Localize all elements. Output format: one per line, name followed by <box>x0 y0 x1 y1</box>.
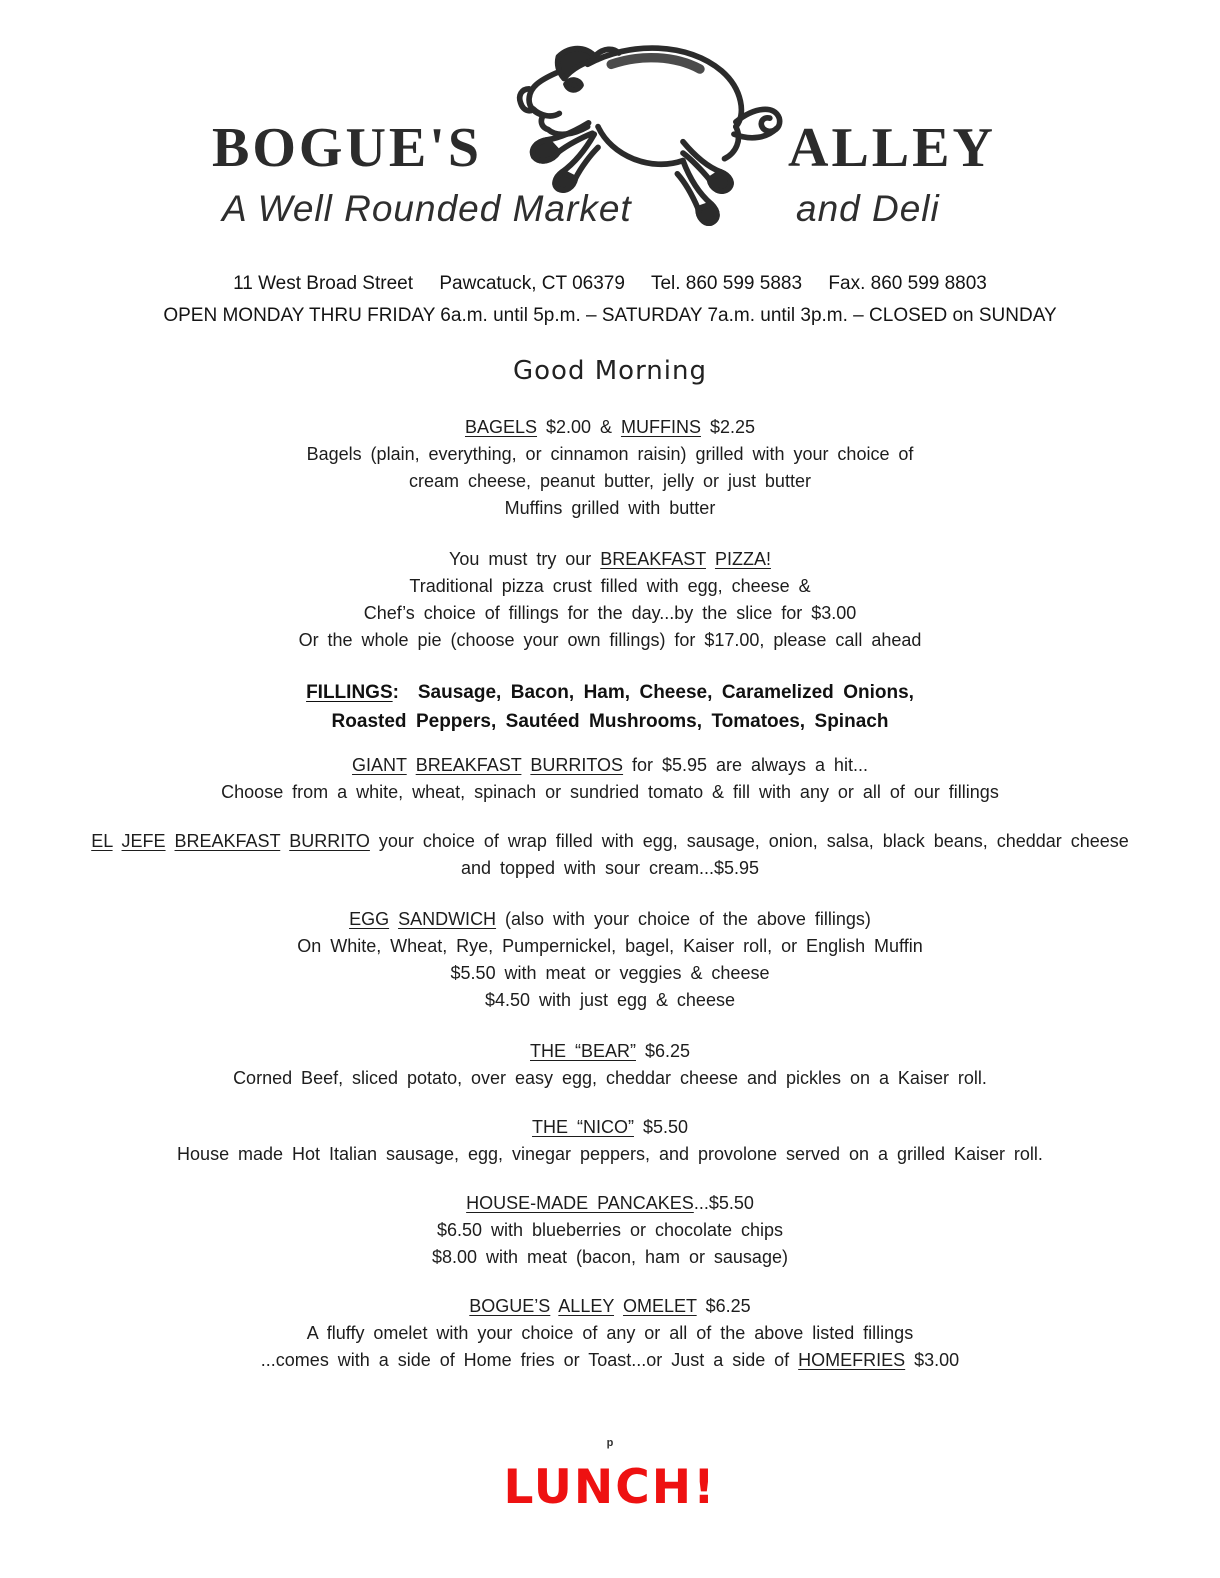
menu-section-the-nico <box>0 1114 1220 1168</box>
omelet-heading: BOGUE’S ALLEY OMELET $6.25 <box>469 1296 751 1316</box>
bagels-desc-1: Bagels (plain, everything, or cinnamon raisin) grilled with your choice of <box>306 444 914 464</box>
brand-name-right: ALLEY <box>788 117 996 179</box>
egg-sandwich-heading: EGG SANDWICH (also with your choice of the above fillings) <box>349 909 871 929</box>
tagline-deli: and Deli <box>796 188 940 229</box>
omelet-desc-2: ...comes with a side of Home fries or Toast...or Just a side of HOMEFRIES $3.00 <box>260 1350 960 1370</box>
menu-section-the-bear <box>0 1038 1220 1092</box>
pizza-heading: You must try our BREAKFAST PIZZA! <box>449 549 771 569</box>
bagels-desc-2: cream cheese, peanut butter, jelly or just butter <box>409 471 811 491</box>
el-jefe-heading: EL JEFE BREAKFAST BURRITO your choice of wrap filled with egg, sausage, onion, salsa, black beans, cheddar cheese <box>91 831 1129 851</box>
pizza-desc-2: Chef’s choice of fillings for the day...by the slice for $3.00 <box>363 603 857 623</box>
tagline-market: A Well Rounded Market <box>222 188 632 229</box>
bagels-desc-3: Muffins grilled with butter <box>504 498 716 518</box>
menu-section-fillings <box>0 678 1220 736</box>
egg-sandwich-desc-3: $4.50 with just egg & cheese <box>485 990 735 1010</box>
menu-section-bagels <box>0 414 1220 522</box>
egg-sandwich-desc-2: $5.50 with meat or veggies & cheese <box>450 963 770 983</box>
address-line: 11 West Broad Street Pawcatuck, CT 06379 Tel. 860 599 5883 Fax. 860 599 8803 <box>233 273 987 294</box>
bagels-heading: BAGELS $2.00 & MUFFINS $2.25 <box>464 417 755 437</box>
menu-section-el-jefe <box>0 828 1220 882</box>
hours-line: OPEN MONDAY THRU FRIDAY 6a.m. until 5p.m. – SATURDAY 7a.m. until 3p.m. – CLOSED on SUNDAY <box>163 305 1057 326</box>
good-morning-title: Good Morning <box>513 356 707 386</box>
nico-desc: House made Hot Italian sausage, egg, vinegar peppers, and provolone served on a grilled Kaiser roll. <box>177 1144 1043 1164</box>
menu-section-pancakes <box>0 1190 1220 1271</box>
pizza-desc-1: Traditional pizza crust filled with egg, cheese & <box>409 576 811 596</box>
bear-desc: Corned Beef, sliced potato, over easy egg, cheddar cheese and pickles on a Kaiser roll. <box>233 1068 987 1088</box>
el-jefe-desc: and topped with sour cream...$5.95 <box>460 858 759 878</box>
menu-section-breakfast-pizza <box>0 546 1220 654</box>
pizza-desc-3: Or the whole pie (choose your own fillings) for $17.00, please call ahead <box>298 630 922 650</box>
bear-heading: THE “BEAR” $6.25 <box>530 1041 690 1061</box>
pancakes-desc-2: $8.00 with meat (bacon, ham or sausage) <box>432 1247 788 1267</box>
pancakes-heading: HOUSE-MADE PANCAKES...$5.50 <box>466 1193 754 1213</box>
menu-section-egg-sandwich <box>0 906 1220 1014</box>
giant-burritos-desc: Choose from a white, wheat, spinach or sundried tomato & fill with any or all of our fillings <box>221 782 999 802</box>
stray-print-mark: p <box>606 1437 614 1449</box>
lunch-title: LUNCH! <box>503 1460 717 1515</box>
menu-section-omelet <box>0 1293 1220 1374</box>
menu-section-giant-burritos <box>0 752 1220 806</box>
nico-heading: THE “NICO” $5.50 <box>532 1117 688 1137</box>
pancakes-desc-1: $6.50 with blueberries or chocolate chips <box>437 1220 783 1240</box>
giant-burritos-heading: GIANT BREAKFAST BURRITOS for $5.95 are always a hit... <box>352 755 868 775</box>
brand-name-left: BOGUE'S <box>212 117 482 179</box>
fillings-heading: FILLINGS: Sausage, Bacon, Ham, Cheese, Caramelized Onions, <box>306 682 914 703</box>
header <box>0 0 1220 250</box>
omelet-desc-1: A fluffy omelet with your choice of any or all of the above listed fillings <box>306 1323 914 1343</box>
egg-sandwich-desc-1: On White, Wheat, Rye, Pumpernickel, bagel, Kaiser roll, or English Muffin <box>297 936 923 956</box>
fillings-list-2: Roasted Peppers, Sautéed Mushrooms, Tomatoes, Spinach <box>331 711 889 732</box>
